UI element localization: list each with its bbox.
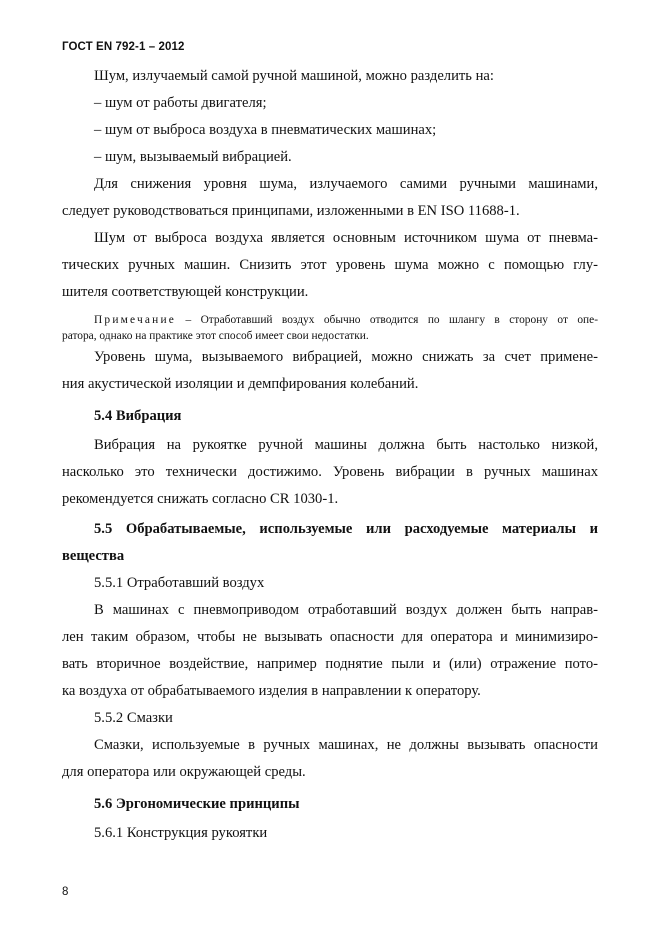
page-number: 8 [62,886,69,898]
paragraph-line: тических ручных машин. Снизить этот уровень шума можно с помощью глу- [62,257,598,273]
paragraph-line: рекомендуется снижать согласно CR 1030-1. [62,491,339,507]
list-item: – шум от работы двигателя; [94,95,267,111]
section-heading-5-6: 5.6 Эргономические принципы [94,796,300,812]
paragraph-line: Уровень шума, вызываемого вибрацией, можно снижать за счет примене- [94,349,598,365]
paragraph-line: вать вторичное воздействие, например поднятие пыли и (или) отражение пото- [62,656,598,672]
section-heading-5-4: 5.4 Вибрация [94,408,182,424]
paragraph-line: Смазки, используемые в ручных машинах, не должны вызывать опасности [94,737,598,753]
paragraph-line: следует руководствоваться принципами, изложенными в EN ISO 11688-1. [62,203,520,219]
paragraph-line: шителя соответствующей конструкции. [62,284,309,300]
list-item: – шум от выброса воздуха в пневматических машинах; [94,122,437,138]
paragraph-line: ка воздуха от обрабатываемого изделия в направлении к оператору. [62,683,481,699]
paragraph-line: для оператора или окружающей среды. [62,764,306,780]
subsection-heading-5-5-2: 5.5.2 Смазки [94,710,173,726]
note-line [62,312,598,328]
subsection-heading-5-6-1: 5.6.1 Конструкция рукоятки [94,825,268,841]
paragraph-line: Для снижения уровня шума, излучаемого самими ручными машинами, [94,176,598,192]
note-line: ратора, однако на практике этот способ имеет свои недостатки. [62,330,369,342]
paragraph-line: Вибрация на рукоятке ручной машины должна быть настолько низкой, [94,437,598,453]
standard-header: ГОСТ EN 792-1 – 2012 [62,41,185,53]
paragraph-line: Шум от выброса воздуха является основным источником шума от пневма- [94,230,598,246]
note-block [62,312,598,344]
note-text: – Отработавший воздух обычно отводится по шлангу в сторону от опе- [176,314,598,326]
section-heading-5-5-cont: вещества [62,548,125,564]
noise-intro: Шум, излучаемый самой ручной машиной, можно разделить на: [94,68,494,84]
paragraph-line: ния акустической изоляции и демпфирования колебаний. [62,376,419,392]
list-item: – шум, вызываемый вибрацией. [94,149,292,165]
paragraph-line: насколько это технически достижимо. Уровень вибрации в ручных машинах [62,464,598,480]
note-label: Примечание [94,314,177,326]
subsection-heading-5-5-1: 5.5.1 Отработавший воздух [94,575,265,591]
page-content [62,63,598,847]
section-heading-5-5: 5.5 Обрабатываемые, используемые или расходуемые материалы и [94,521,598,537]
paragraph-line: лен таким образом, чтобы не вызывать опасности для оператора и минимизиро- [62,629,598,645]
paragraph-line: В машинах с пневмоприводом отработавший воздух должен быть направ- [94,602,598,618]
